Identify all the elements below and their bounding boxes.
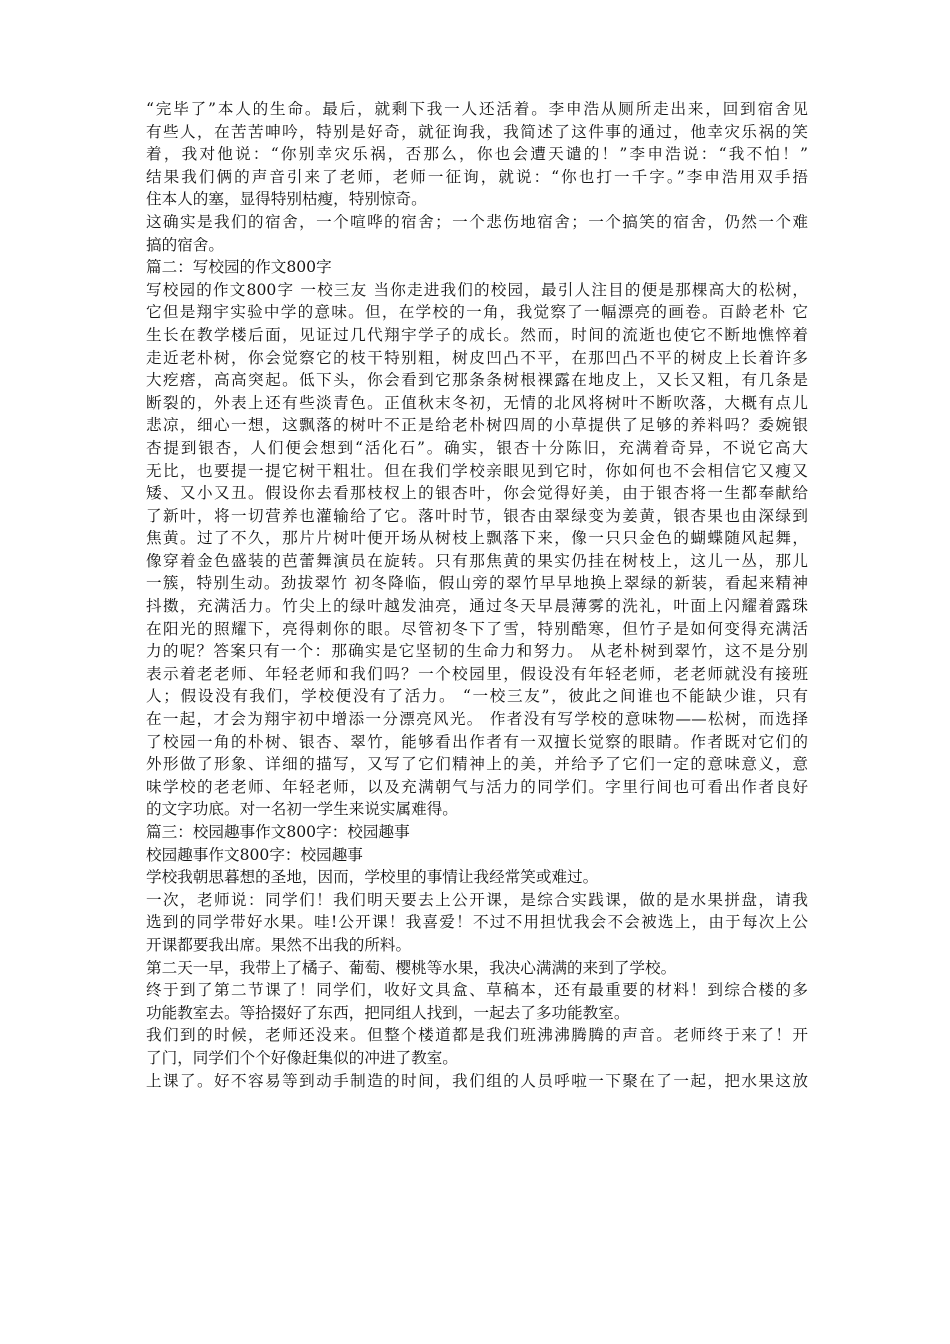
text-line: 写校园的作文800字 一校三友 当你走进我们的校园，最引人注目的便是那棵高大的松树， (146, 280, 808, 299)
text-line: 外形做了形象、详细的描写，又写了它们精神上的美，并给予了它们一定的意味意义，意 (146, 755, 808, 774)
text-line: 抖擞，充满活力。竹尖上的绿叶越发油亮，通过冬天早晨薄雾的洗礼，叶面上闪耀着露珠 (146, 597, 808, 616)
text-line: 住本人的塞，显得特别枯瘦，特别惊奇。 (146, 190, 427, 209)
text-line: 学校我朝思暮想的圣地，因而，学校里的事情让我经常笑或难过。 (146, 868, 599, 887)
text-line: 一簇，特别生动。劲拔翠竹 初冬降临，假山旁的翠竹早早地换上翠绿的新装，看起来精神 (146, 574, 808, 593)
text-line: 功能教室去。等拾掇好了东西，把同组人找到，一起去了多功能教室。 (146, 1003, 630, 1022)
text-line: 篇三：校园趣事作文800字：校园趣事 (146, 823, 410, 841)
text-line: 的文字功底。对一名初一学生来说实属难得。 (146, 800, 458, 819)
text-line: 了门，同学们个个好像赶集似的冲进了教室。 (146, 1048, 458, 1067)
text-line: 着，我对他说：“你别幸灾乐祸，否那么，你也会遭天谴的！”李申浩说：“我不怕！” (146, 145, 808, 164)
text-line: 无比，也要提一提它树干粗壮。但在我们学校亲眼见到它时，你如何也不会相信它又瘦又 (146, 461, 808, 480)
text-line: 像穿着金色盛装的芭蕾舞演员在旋转。只有那焦黄的果实仍挂在树枝上，这儿一丛，那儿 (146, 551, 808, 570)
text-line: 终于到了第二节课了！同学们，收好文具盒、草稿本，还有最重要的材料！到综合楼的多 (146, 981, 808, 1000)
text-line: 力的呢？答案只有一个：那确实是它坚韧的生命力和努力。 从老朴树到翠竹，这不是分别 (146, 642, 808, 661)
text-line: 了新叶，将一切营养也灌输给了它。落叶时节，银杏由翠绿变为姜黄，银杏果也由深绿到 (146, 506, 808, 525)
text-line: “完毕了”本人的生命。最后，就剩下我一人还活着。李申浩从厕所走出来，回到宿舍见 (146, 100, 808, 118)
text-line: 生长在教学楼后面，见证过几代翔宇学子的成长。然而，时间的流逝也使它不断地憔悴着 (146, 325, 808, 344)
text-line: 了校园一角的朴树、银杏、翠竹，能够看出作者有一双擅长觉察的眼睛。作者既对它们的 (146, 732, 808, 751)
text-line: 我们到的时候，老师还没来。但整个楼道都是我们班沸沸腾腾的声音。老师终于来了！开 (146, 1026, 808, 1045)
text-line: 这确实是我们的宿舍，一个喧哗的宿舍；一个悲伤地宿舍；一个搞笑的宿舍，仍然一个难 (146, 212, 808, 231)
text-line: 一次，老师说：同学们！我们明天要去上公开课，是综合实践课，做的是水果拼盘，请我 (146, 890, 808, 909)
text-line: 杏提到银杏，人们便会想到“活化石”。确实，银杏十分陈旧，充满着奇异，不说它高大 (146, 438, 808, 457)
text-line: 第二天一早，我带上了橘子、葡萄、樱桃等水果，我决心满满的来到了学校。 (146, 958, 677, 977)
text-line: 焦黄。过了不久，那片片树叶便开场从树枝上飘落下来，像一只只金色的蝴蝶随风起舞， (146, 529, 808, 548)
text-line: 篇二：写校园的作文800字 (146, 258, 332, 277)
text-line: 矮、又小又丑。假设你去看那枝杈上的银杏叶，你会觉得好美，由于银杏将一生都奉献给 (146, 484, 808, 503)
text-line: 走近老朴树，你会觉察它的枝干特别粗，树皮凹凸不平，在那凹凸不平的树皮上长着许多 (146, 348, 808, 367)
text-line: 大疙瘩，高高突起。低下头，你会看到它那条条树根裸露在地皮上，又长又粗，有几条是 (146, 371, 808, 390)
text-line: 搞的宿舍。 (146, 235, 224, 254)
essay-body (146, 98, 808, 1092)
text-line: 校园趣事作文800字：校园趣事 (146, 845, 363, 864)
text-line: 人；假设没有我们，学校便没有了活力。 “一校三友”，彼此之间谁也不能缺少谁，只有 (146, 687, 808, 706)
text-line: 断裂的，外表上还有些淡青色。正值秋末冬初，无情的北风将树叶不断吹落，大概有点儿 (146, 393, 808, 412)
text-line: 悲凉，细心一想，这飘落的树叶不正是给老朴树四周的小草提供了足够的养料吗？委婉银 (146, 416, 808, 435)
text-line: 表示着老老师、年轻老师和我们吗？一个校园里，假设没有年轻老师，老老师就没有接班 (146, 664, 808, 683)
text-line: 在阳光的照耀下，亮得刺你的眼。尽管初冬下了雪，特别酷寒，但竹子是如何变得充满活 (146, 619, 808, 638)
text-line: 味学校的老老师、年轻老师，以及充满朝气与活力的同学们。字里行间也可看出作者良好 (146, 777, 808, 796)
text-line: 在一起，才会为翔宇初中增添一分漂亮风光。 作者没有写学校的意味物——松树，而选择 (146, 710, 808, 729)
text-line: 开课都要我出席。果然不出我的所料。 (146, 935, 412, 954)
text-line: 结果我们俩的声音引来了老师，老师一征询，就说：“你也打一千字。”李申浩用双手捂 (146, 167, 808, 186)
text-line: 选到的同学带好水果。哇!公开课！我喜爱！不过不用担忧我会不会被选上，由于每次上公 (146, 913, 808, 932)
text-line: 有些人，在苦苦呻吟，特别是好奇，就征询我，我简述了这件事的通过，他幸灾乐祸的笑 (146, 122, 808, 141)
text-line: 上课了。好不容易等到动手制造的时间，我们组的人员呼啦一下聚在了一起，把水果这放 (146, 1071, 808, 1090)
text-line: 它但是翔宇实验中学的意味。但，在学校的一角，我觉察了一幅漂亮的画卷。百龄老朴 它 (146, 303, 808, 322)
